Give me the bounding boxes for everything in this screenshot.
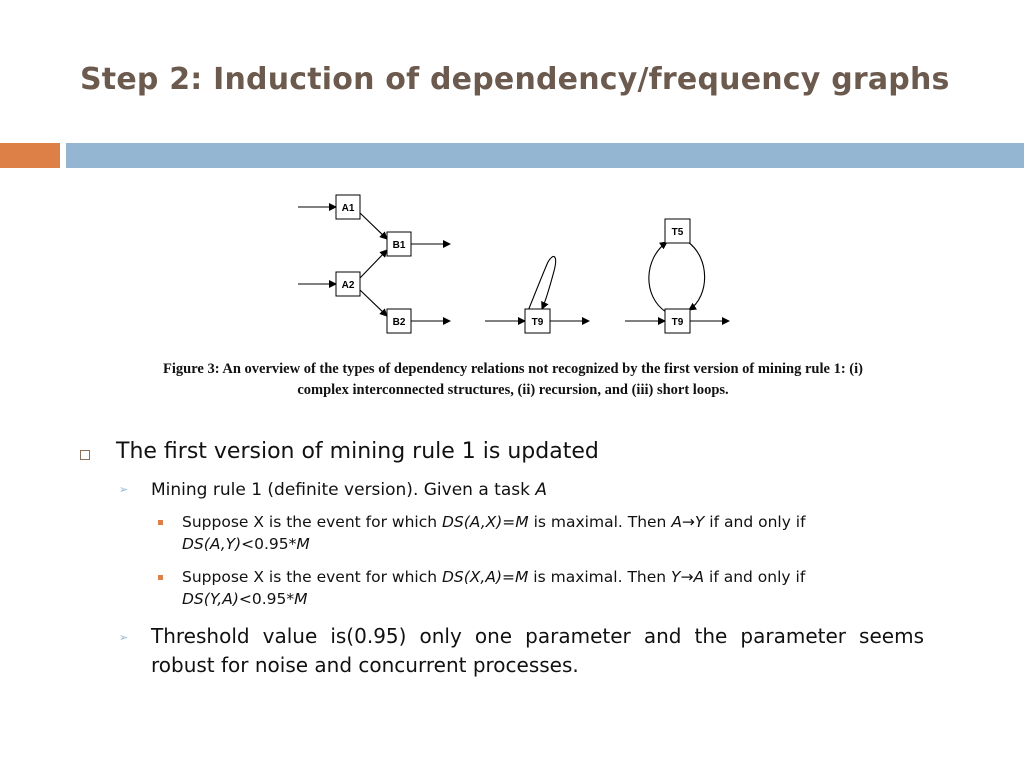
figure-caption: Figure 3: An overview of the types of dependency relations not recognized by the first version of mining rule 1: (i) complex interconnected structures, (ii) recursion, and (iii) short loops. <box>163 361 863 398</box>
square-small-bullet-icon <box>158 520 163 525</box>
task-variable: A <box>535 480 547 500</box>
node-t9-recursion-label: T9 <box>531 317 544 328</box>
sub-bullet-1-text: Mining rule 1 (definite version). Given a task <box>151 480 536 500</box>
rule-a-expr2: A→Y <box>671 513 705 531</box>
rule-b-expr3: DS(Y,A) <box>182 590 239 608</box>
rule-b <box>182 566 922 610</box>
edge-a2-b1 <box>360 250 387 278</box>
rule-a-part2: is maximal. Then <box>528 513 672 531</box>
rule-a-part3: if and only if <box>704 513 806 531</box>
rule-b-expr1: DS(X,A)=M <box>441 568 529 586</box>
rule-a-expr3: DS(A,Y) <box>182 535 242 553</box>
square-bullet-icon <box>80 450 90 460</box>
rule-b-part4: <0.95* <box>238 590 295 608</box>
chevron-bullet-icon: ➢ <box>119 483 129 496</box>
node-b2-label: B2 <box>392 317 406 328</box>
sub-bullet-1 <box>151 480 547 500</box>
loop-edge-t5-t9 <box>688 242 705 310</box>
accent-bar-blue <box>66 143 1024 168</box>
slide-title: Step 2: Induction of dependency/frequency graphs <box>80 62 950 97</box>
node-t5-label: T5 <box>671 227 684 238</box>
rule-b-part3: if and only if <box>704 568 806 586</box>
rule-a <box>182 511 922 555</box>
accent-bar-orange <box>0 143 60 168</box>
bullet-1-text: The first version of mining rule 1 is updated <box>116 439 599 464</box>
edge-a1-b1 <box>360 213 387 239</box>
rule-a-part4: <0.95* <box>241 535 297 553</box>
self-loop-t9 <box>528 256 556 311</box>
sub-bullet-2-text: Threshold value is(0.95) only one parameter and the parameter seems robust for noise and concurrent processes. <box>151 624 924 677</box>
node-t9-loop-label: T9 <box>671 317 684 328</box>
loop-edge-t9-t5 <box>649 242 667 312</box>
rule-b-part2: is maximal. Then <box>528 568 672 586</box>
chevron-bullet-icon: ➢ <box>119 631 129 644</box>
node-a1-label: A1 <box>341 203 355 214</box>
node-a2-label: A2 <box>341 280 355 291</box>
rule-a-expr4: M <box>296 535 310 553</box>
rule-b-part1: Suppose X is the event for which <box>182 568 442 586</box>
edge-a2-b2 <box>360 290 387 316</box>
rule-a-part1: Suppose X is the event for which <box>182 513 442 531</box>
square-small-bullet-icon <box>158 575 163 580</box>
dependency-figure <box>280 186 740 344</box>
rule-b-expr2: Y→A <box>671 568 705 586</box>
rule-b-expr4: M <box>294 590 308 608</box>
rule-a-expr1: DS(A,X)=M <box>441 513 529 531</box>
node-b1-label: B1 <box>392 240 406 251</box>
